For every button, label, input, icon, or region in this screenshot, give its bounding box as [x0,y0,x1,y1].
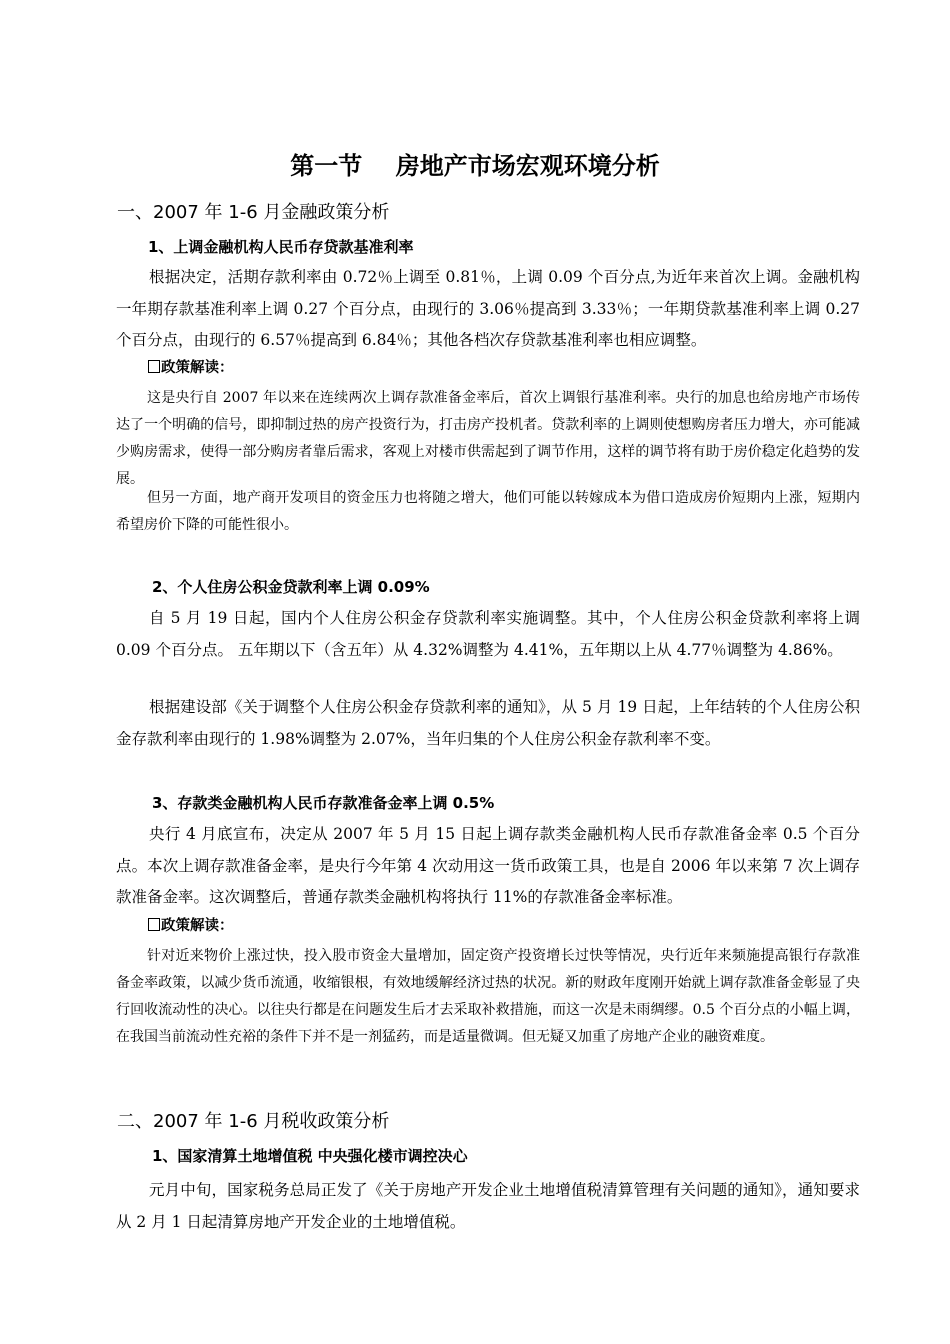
paragraph-reserve-ratio: 央行 4 月底宣布，决定从 2007 年 5 月 15 日起上调存款类金融机构人民币存款准备金率 0.5 个百分点。本次上调存款准备金率，是央行今年第 4 次动用这一货币政策工具，也是自 2006 年以来第 7 次上调存款准备金率。这次调整后，普通存款类金融机构将执行 11%的存款准备金率标准。 [116,825,860,906]
paragraph-land-tax: 元月中旬，国家税务总局正发了《关于房地产开发企业土地增值税清算管理有关问题的通知》，通知要求从 2 月 1 日起清算房地产开发企业的土地增值税。 [116,1181,860,1231]
subheading-housing-fund: 2、个人住房公积金贷款利率上调 0.09% [152,578,430,596]
policy-interpretation-label [148,356,234,377]
section-heading-finance: 一、2007 年 1-6 月金融政策分析 [117,202,390,223]
paragraph-housing-fund-1: 自 5 月 19 日起，国内个人住房公积金存贷款利率实施调整。其中，个人住房公积金贷款利率将上调 0.09 个百分点。 五年期以下（含五年）从 4.32%调整为 4.41%，五年期以上从 4.77％调整为 4.86%。 [116,609,860,659]
paragraph-housing-fund-2: 根据建设部《关于调整个人住房公积金存贷款利率的通知》，从 5 月 19 日起，上年结转的个人住房公积金存款利率由现行的 1.98%调整为 2.07%，当年归集的个人住房公积金存款利率不变。 [116,698,860,748]
policy-interpretation-label-2 [148,914,234,935]
interpretation-paragraph-2: 但另一方面，地产商开发项目的资金压力也将随之增大，他们可能以转嫁成本为借口造成房价短期内上涨，短期内希望房价下降的可能性很小。 [116,490,860,533]
policy-interpretation-text: 政策解读： [161,360,234,376]
section-heading-tax: 二、2007 年 1-6 月税收政策分析 [117,1111,390,1132]
interpretation-paragraph-1: 这是央行自 2007 年以来在连续两次上调存款准备金率后，首次上调银行基准利率。央行的加息也给房地产市场传达了一个明确的信号，即抑制过热的房产投资行为，打击房产投机者。贷款利率的上调则使想购房者压力增大，亦可能减少购房需求，使得一部分购房者靠后需求，客观上对楼市供需起到了调节作用，这样的调节将有助于房价稳定化趋势的发展。 [116,390,860,487]
subheading-land-tax: 1、国家清算土地增值税 中央强化楼市调控决心 [152,1147,468,1165]
subheading-reserve-ratio: 3、存款类金融机构人民币存款准备金率上调 0.5% [152,794,495,812]
checkbox-bullet-icon [148,360,160,373]
policy-interpretation-text: 政策解读： [161,918,234,934]
paragraph-interest-rate: 根据决定，活期存款利率由 0.72％上调至 0.81％，上调 0.09 个百分点,为近年来首次上调。金融机构一年期存款基准利率上调 0.27 个百分点，由现行的 3.06％提高到 3.33％；一年期贷款基准利率上调 0.27 个百分点，由现行的 6.57％提高到 6.84％；其他各档次存贷款基准利率也相应调整。 [116,268,860,349]
interpretation-paragraph-3: 针对近来物价上涨过快，投入股市资金大量增加，固定资产投资增长过快等情况，央行近年来频施提高银行存款准备金率政策，以减少货币流通，收缩银根，有效地缓解经济过热的状况。新的财政年度刚开始就上调存款准备金彰显了央行回收流动性的决心。以往央行都是在问题发生后才去采取补救措施，而这一次是未雨绸缪。0.5 个百分点的小幅上调，在我国当前流动性充裕的条件下并不是一剂猛药，而是适量微调。但无疑又加重了房地产企业的融资难度。 [116,948,860,1045]
subheading-interest-rate: 1、上调金融机构人民币存贷款基准利率 [148,238,414,256]
checkbox-bullet-icon [148,918,160,931]
page-title: 第一节 房地产市场宏观环境分析 [290,152,660,180]
